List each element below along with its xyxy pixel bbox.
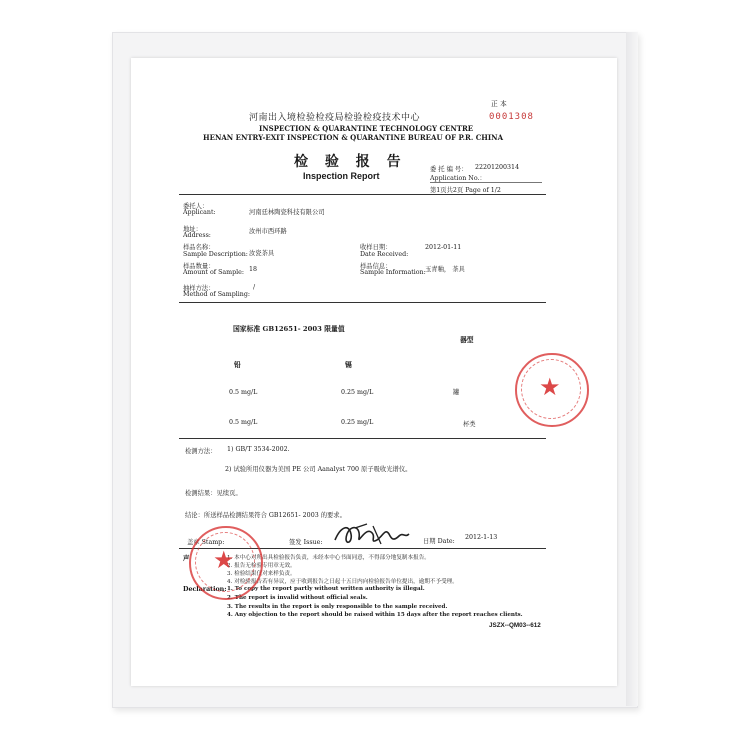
signature — [331, 520, 411, 550]
declaration-cn-2: 2. 报告无检验专用章无效。 — [227, 563, 296, 569]
header-rule — [179, 194, 546, 195]
declaration-en-3: 3. The results in the report is only responsible to the sample received. — [227, 604, 448, 610]
issue-label: 签发 Issue: — [289, 539, 323, 546]
app-no-label-en: Application No.： — [430, 175, 486, 182]
app-no-rule — [430, 182, 542, 183]
amount-label-en: Amount of Sample: — [183, 269, 245, 276]
report-title-cn: 检 验 报 告 — [294, 154, 407, 170]
col-type-header: 器型 — [460, 336, 474, 344]
official-seal-left — [189, 526, 263, 600]
date-received-label-en: Date Received: — [360, 251, 409, 258]
center-name-en-2: HENAN ENTRY-EXIT INSPECTION & QUARANTINE BUREAU OF P.R. CHINA — [203, 133, 504, 142]
fields-rule — [179, 302, 546, 303]
applicant-value: 河南廷林陶瓷科技有限公司 — [249, 209, 325, 216]
amount-label-cn: 样品数量： — [183, 263, 215, 270]
declaration-en-4: 4. Any objection to the report should be raised within 15 days after the report reaches clients. — [227, 612, 523, 618]
conclusion-text: 结论：所送样品检测结果符合 GB12651- 2003 的要求。 — [185, 512, 346, 519]
row1-type: 罐 — [453, 389, 460, 396]
sleeve-edge — [626, 32, 638, 706]
declaration-cn-1: 1. 本中心对所出具检验报告负责，未经本中心书面同意，不得部分地复制本报告。 — [227, 555, 430, 561]
seal-star-icon-2: ★ — [213, 546, 235, 574]
declaration-label-cn: 声 — [183, 555, 190, 562]
applicant-label-en: Applicant: — [183, 209, 216, 216]
result-text: 检测结果：见续页。 — [185, 490, 242, 497]
date-received-label-cn: 收样日期： — [360, 244, 392, 251]
stamp-label: 盖章 Stamp: — [187, 539, 225, 546]
declaration-label-en: Declaration: — [183, 586, 227, 593]
declaration-en-2: 2. The report is invalid without official seals. — [227, 595, 368, 601]
row1-cadmium: 0.25 mg/L — [341, 389, 374, 396]
standard-title: 国家标准 GB12651- 2003 限量值 — [233, 325, 345, 333]
seal-inner-ring-2 — [195, 532, 255, 592]
report-title-en: Inspection Report — [303, 171, 380, 181]
app-no-label-cn: 委 托 编 号： — [430, 166, 468, 173]
sampling-label-en: Method of Sampling: — [183, 291, 251, 298]
sample-info-label-en: Sample Information: — [360, 269, 426, 276]
address-label-en: Address: — [183, 232, 211, 239]
date-label: 日期 Date: — [423, 538, 455, 545]
center-name-cn: 河南出入境检验检疫局检验检疫技术中心 — [249, 113, 421, 123]
sample-info-label-cn: 样品信息： — [360, 263, 392, 270]
table-rule — [179, 438, 546, 439]
sample-desc-value: 汝瓷茶具 — [249, 250, 275, 257]
declaration-cn-4: 4. 对检验报告若有异议，应于收到报告之日起十五日内向检验报告单位提出，逾期不予受理。 — [227, 579, 458, 585]
row2-lead: 0.5 mg/L — [229, 419, 258, 426]
applicant-label-cn: 委托人： — [183, 203, 209, 210]
declaration-en-1: 1. To copy the report partly without written authority is illegal. — [227, 586, 425, 592]
sampling-label-cn: 抽样方法： — [183, 285, 215, 292]
address-label-cn: 地址： — [183, 226, 202, 233]
official-seal-right — [515, 353, 589, 427]
serial-number: 0001308 — [489, 112, 534, 122]
col-lead-header: 铅 — [234, 361, 241, 369]
address-value: 汝州市西环路 — [249, 228, 287, 235]
page-info: 第1页共2页 Page of 1/2 — [430, 187, 501, 194]
method-line-2: 2) 试验所用仪器为美国 PE 公司 Aanalyst 700 原子吸收光谱仪。 — [225, 466, 412, 473]
seal-inner-ring — [521, 359, 581, 419]
col-cadmium-header: 镉 — [345, 361, 352, 369]
row2-type: 杯类 — [463, 421, 476, 428]
row1-lead: 0.5 mg/L — [229, 389, 258, 396]
sample-desc-label-en: Sample Description: — [183, 251, 248, 258]
sample-desc-label-cn: 样品名称： — [183, 244, 215, 251]
inspection-report-page — [131, 58, 617, 686]
app-no-value: 22201200314 — [475, 164, 520, 171]
row2-cadmium: 0.25 mg/L — [341, 419, 374, 426]
seal-star-icon: ★ — [539, 373, 561, 401]
form-code: JSZX--QM03--612 — [489, 622, 541, 629]
sample-info-value: 玉青釉， 茶具 — [425, 266, 465, 273]
declaration-cn-3: 3. 检验结果仅对来样负责。 — [227, 571, 296, 577]
original-mark: 正 本 — [491, 100, 507, 108]
date-received-value: 2012-01-11 — [425, 244, 462, 251]
method-label: 检测方法： — [185, 448, 217, 455]
amount-value: 18 — [249, 266, 258, 273]
method-line-1: 1) GB/T 3534-2002. — [227, 446, 290, 453]
date-value: 2012-1-13 — [465, 534, 498, 541]
sampling-value: / — [253, 284, 256, 291]
center-name-en-1: INSPECTION & QUARANTINE TECHNOLOGY CENTRE — [259, 124, 474, 133]
